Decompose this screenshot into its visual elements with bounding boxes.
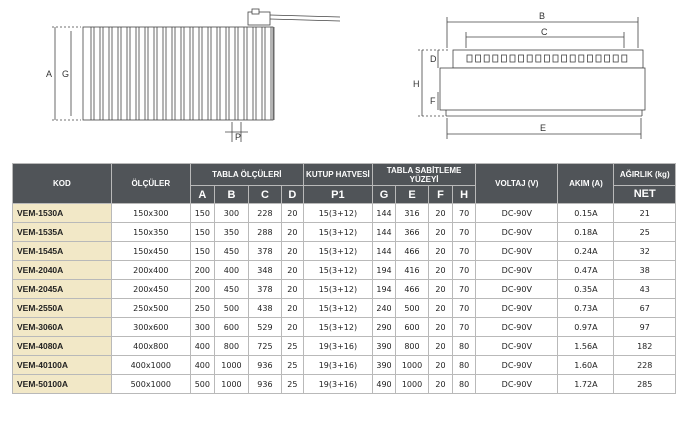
- cell-d: 25: [281, 337, 303, 356]
- cell-g: 240: [372, 299, 395, 318]
- cell-a: 250: [190, 299, 214, 318]
- cell-p1: 15(3+12): [303, 318, 372, 337]
- cell-kod: VEM-50100A: [13, 375, 112, 394]
- cell-kod: VEM-3060A: [13, 318, 112, 337]
- cell-d: 25: [281, 375, 303, 394]
- cell-h: 70: [453, 261, 476, 280]
- pole-slot: [536, 55, 541, 62]
- dim-e-label: E: [540, 123, 547, 133]
- cell-f: 20: [428, 261, 452, 280]
- cell-g: 194: [372, 261, 395, 280]
- cell-e: 366: [396, 223, 429, 242]
- cell-g: 490: [372, 375, 395, 394]
- cell-h: 80: [453, 356, 476, 375]
- cell-e: 800: [396, 337, 429, 356]
- col-tabla-olculeri-header: TABLA ÖLÇÜLERİ: [190, 164, 303, 186]
- cell-olcu: 400x1000: [111, 356, 190, 375]
- cell-g: 390: [372, 337, 395, 356]
- cell-volt: DC-90V: [476, 318, 558, 337]
- cell-c: 725: [248, 337, 281, 356]
- cell-c: 378: [248, 242, 281, 261]
- pole-slot: [553, 55, 558, 62]
- pole-slot: [622, 55, 627, 62]
- cell-kod: VEM-2040A: [13, 261, 112, 280]
- pole-slot: [587, 55, 592, 62]
- cell-f: 20: [428, 337, 452, 356]
- front-view-drawing: [52, 9, 340, 142]
- cell-c: 936: [248, 356, 281, 375]
- cell-e: 466: [396, 242, 429, 261]
- cell-f: 20: [428, 280, 452, 299]
- cell-c: 529: [248, 318, 281, 337]
- cell-p1: 15(3+12): [303, 204, 372, 223]
- cell-h: 70: [453, 242, 476, 261]
- cell-c: 936: [248, 375, 281, 394]
- cell-akim: 0.24A: [558, 242, 614, 261]
- cell-h: 70: [453, 299, 476, 318]
- dim-h-label: H: [413, 79, 420, 89]
- cell-akim: 1.72A: [558, 375, 614, 394]
- cell-b: 1000: [214, 375, 248, 394]
- cell-kod: VEM-2045A: [13, 280, 112, 299]
- cell-net: 21: [614, 204, 676, 223]
- cell-h: 70: [453, 318, 476, 337]
- cell-h: 70: [453, 223, 476, 242]
- cell-olcu: 150x350: [111, 223, 190, 242]
- cell-a: 150: [190, 204, 214, 223]
- cell-volt: DC-90V: [476, 204, 558, 223]
- cell-olcu: 150x300: [111, 204, 190, 223]
- pole-slot: [467, 55, 472, 62]
- cell-h: 70: [453, 204, 476, 223]
- cell-b: 500: [214, 299, 248, 318]
- sub-header-a: A: [190, 186, 214, 204]
- cell-b: 350: [214, 223, 248, 242]
- sub-header-c: C: [248, 186, 281, 204]
- cell-a: 400: [190, 356, 214, 375]
- cell-volt: DC-90V: [476, 375, 558, 394]
- sub-header-g: G: [372, 186, 395, 204]
- pole-slot: [579, 55, 584, 62]
- cell-d: 20: [281, 318, 303, 337]
- cell-e: 416: [396, 261, 429, 280]
- cell-f: 20: [428, 242, 452, 261]
- cell-b: 450: [214, 280, 248, 299]
- pole-slot: [605, 55, 610, 62]
- cell-e: 1000: [396, 375, 429, 394]
- cell-a: 400: [190, 337, 214, 356]
- cell-h: 80: [453, 375, 476, 394]
- technical-drawings: [0, 0, 689, 160]
- col-tabla-sabitleme-header: TABLA SABİTLEME YÜZEYİ: [372, 164, 475, 186]
- side-view-drawing: [418, 17, 645, 139]
- cell-volt: DC-90V: [476, 356, 558, 375]
- cell-olcu: 200x400: [111, 261, 190, 280]
- cell-p1: 19(3+16): [303, 337, 372, 356]
- dim-g-label: G: [62, 69, 70, 79]
- cell-d: 20: [281, 242, 303, 261]
- cell-f: 20: [428, 318, 452, 337]
- cell-kod: VEM-2550A: [13, 299, 112, 318]
- cell-net: 228: [614, 356, 676, 375]
- table-row: [13, 318, 676, 337]
- cell-h: 70: [453, 280, 476, 299]
- col-agirlik-header: AĞIRLIK (kg): [614, 164, 676, 186]
- cell-p1: 15(3+12): [303, 223, 372, 242]
- cell-c: 438: [248, 299, 281, 318]
- cell-kod: VEM-1530A: [13, 204, 112, 223]
- cell-b: 450: [214, 242, 248, 261]
- pole-slot: [510, 55, 515, 62]
- table-row: [13, 261, 676, 280]
- cell-olcu: 250x500: [111, 299, 190, 318]
- sub-header-e: E: [396, 186, 429, 204]
- cell-f: 20: [428, 223, 452, 242]
- sub-header-p1: P1: [303, 186, 372, 204]
- cell-olcu: 150x450: [111, 242, 190, 261]
- cell-d: 20: [281, 299, 303, 318]
- cell-net: 182: [614, 337, 676, 356]
- pole-slot: [476, 55, 481, 62]
- pole-slot: [544, 55, 549, 62]
- cell-olcu: 200x450: [111, 280, 190, 299]
- cell-a: 200: [190, 280, 214, 299]
- col-olculer-header: ÖLÇÜLER: [111, 164, 190, 204]
- cell-f: 20: [428, 204, 452, 223]
- cell-a: 200: [190, 261, 214, 280]
- cell-f: 20: [428, 375, 452, 394]
- table-row: [13, 337, 676, 356]
- cell-g: 194: [372, 280, 395, 299]
- cell-a: 150: [190, 242, 214, 261]
- cell-akim: 1.56A: [558, 337, 614, 356]
- cell-e: 466: [396, 280, 429, 299]
- pole-slot: [493, 55, 498, 62]
- cell-g: 144: [372, 223, 395, 242]
- cell-kod: VEM-1535A: [13, 223, 112, 242]
- cell-p1: 15(3+12): [303, 299, 372, 318]
- cell-e: 500: [396, 299, 429, 318]
- cell-f: 20: [428, 299, 452, 318]
- cell-f: 20: [428, 356, 452, 375]
- cell-akim: 0.15A: [558, 204, 614, 223]
- cell-g: 290: [372, 318, 395, 337]
- dim-d-label: D: [430, 54, 437, 64]
- cell-volt: DC-90V: [476, 242, 558, 261]
- pole-slot: [527, 55, 532, 62]
- cell-p1: 19(3+16): [303, 375, 372, 394]
- pole-slot: [596, 55, 601, 62]
- cell-kod: VEM-40100A: [13, 356, 112, 375]
- cell-g: 390: [372, 356, 395, 375]
- cell-kod: VEM-4080A: [13, 337, 112, 356]
- cell-net: 285: [614, 375, 676, 394]
- pole-slot: [519, 55, 524, 62]
- cell-a: 500: [190, 375, 214, 394]
- cell-akim: 0.73A: [558, 299, 614, 318]
- dim-b-label: B: [539, 11, 546, 21]
- cell-olcu: 500x1000: [111, 375, 190, 394]
- table-row: [13, 242, 676, 261]
- cell-net: 32: [614, 242, 676, 261]
- col-voltaj-header: VOLTAJ (V): [476, 164, 558, 204]
- cell-p1: 19(3+16): [303, 356, 372, 375]
- cell-a: 300: [190, 318, 214, 337]
- cell-c: 228: [248, 204, 281, 223]
- cell-net: 97: [614, 318, 676, 337]
- table-row: [13, 299, 676, 318]
- cell-akim: 0.18A: [558, 223, 614, 242]
- cell-p1: 15(3+12): [303, 280, 372, 299]
- cell-b: 400: [214, 261, 248, 280]
- cell-d: 25: [281, 356, 303, 375]
- cell-p1: 15(3+12): [303, 261, 372, 280]
- cell-b: 800: [214, 337, 248, 356]
- cell-net: 38: [614, 261, 676, 280]
- cell-g: 144: [372, 204, 395, 223]
- table-row: [13, 204, 676, 223]
- dim-p-label: P: [235, 132, 242, 142]
- cell-a: 150: [190, 223, 214, 242]
- sub-header-net: NET: [614, 186, 676, 204]
- cell-volt: DC-90V: [476, 299, 558, 318]
- cell-akim: 0.35A: [558, 280, 614, 299]
- cell-d: 20: [281, 261, 303, 280]
- cell-e: 600: [396, 318, 429, 337]
- cell-g: 144: [372, 242, 395, 261]
- pole-slot: [501, 55, 506, 62]
- cell-c: 348: [248, 261, 281, 280]
- table-row: [13, 280, 676, 299]
- cell-akim: 1.60A: [558, 356, 614, 375]
- cell-olcu: 400x800: [111, 337, 190, 356]
- dim-c-label: C: [541, 27, 548, 37]
- cell-akim: 0.97A: [558, 318, 614, 337]
- pole-slot: [562, 55, 567, 62]
- cell-d: 20: [281, 204, 303, 223]
- cell-e: 316: [396, 204, 429, 223]
- col-kutup-hatvesi-header: KUTUP HATVESİ: [303, 164, 372, 186]
- spec-table: [12, 163, 676, 394]
- cell-e: 1000: [396, 356, 429, 375]
- dim-f-label: F: [430, 96, 436, 106]
- cell-h: 80: [453, 337, 476, 356]
- cell-c: 288: [248, 223, 281, 242]
- pole-slot: [484, 55, 489, 62]
- cell-p1: 15(3+12): [303, 242, 372, 261]
- cell-volt: DC-90V: [476, 261, 558, 280]
- pole-slot: [570, 55, 575, 62]
- table-body: [13, 204, 676, 394]
- cell-d: 20: [281, 223, 303, 242]
- cell-c: 378: [248, 280, 281, 299]
- cell-olcu: 300x600: [111, 318, 190, 337]
- cell-net: 67: [614, 299, 676, 318]
- cell-akim: 0.47A: [558, 261, 614, 280]
- cell-b: 300: [214, 204, 248, 223]
- sub-header-h: H: [453, 186, 476, 204]
- sub-header-f: F: [428, 186, 452, 204]
- cell-d: 20: [281, 280, 303, 299]
- cell-net: 25: [614, 223, 676, 242]
- cell-volt: DC-90V: [476, 337, 558, 356]
- cell-b: 600: [214, 318, 248, 337]
- table-header: [13, 164, 676, 204]
- cell-volt: DC-90V: [476, 223, 558, 242]
- pole-slot: [613, 55, 618, 62]
- dim-a-label: A: [46, 69, 53, 79]
- col-kod-header: KOD: [13, 164, 112, 204]
- cell-kod: VEM-1545A: [13, 242, 112, 261]
- cell-volt: DC-90V: [476, 280, 558, 299]
- sub-header-b: B: [214, 186, 248, 204]
- table-row: [13, 375, 676, 394]
- sub-header-d: D: [281, 186, 303, 204]
- cell-net: 43: [614, 280, 676, 299]
- table-row: [13, 356, 676, 375]
- col-akim-header: AKIM (A): [558, 164, 614, 204]
- table-row: [13, 223, 676, 242]
- cell-b: 1000: [214, 356, 248, 375]
